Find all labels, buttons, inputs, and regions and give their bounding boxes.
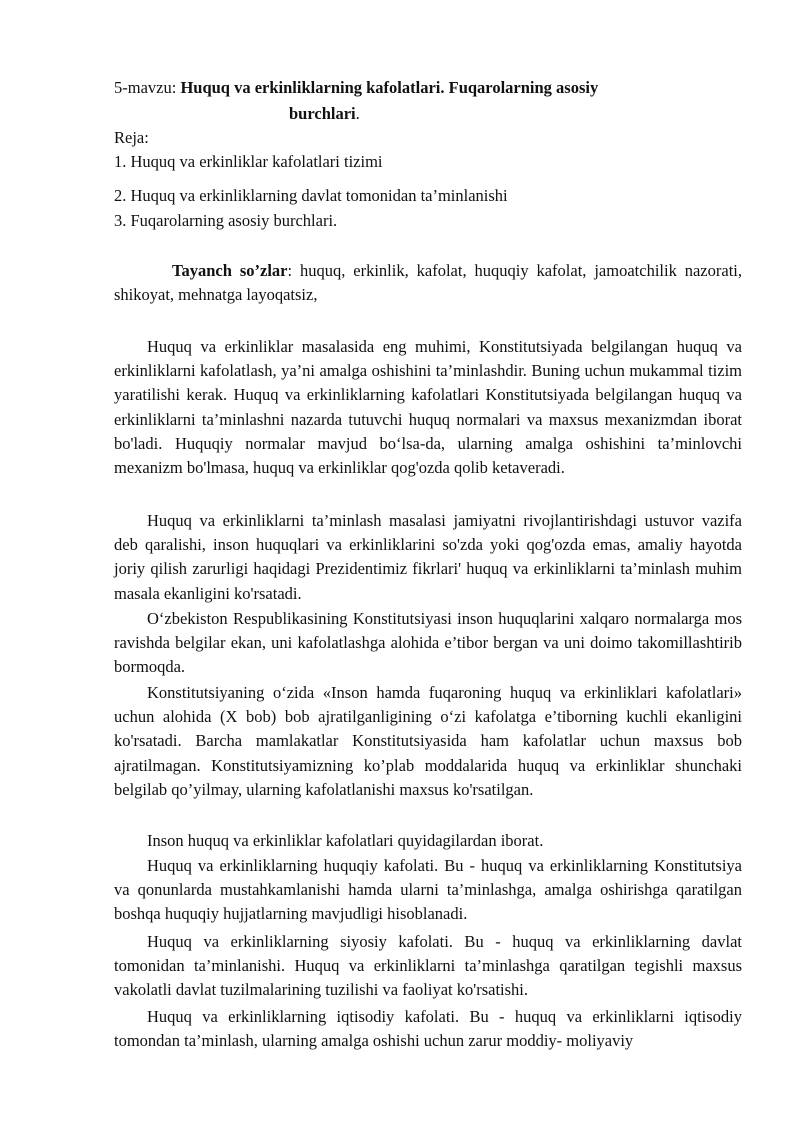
keywords-label: Tayanch so’zlar [172, 261, 288, 280]
keywords-text: : huquq, erkinlik, kafolat, huquqiy kafolat, jamoatchilik nazorati, shikoyat, mehnatga layoqatsiz, [114, 261, 742, 305]
plan-item-1: 1. Huquq va erkinliklar kafolatlari tizimi [114, 152, 383, 171]
topic-title-bold-2: burchlari [289, 104, 356, 123]
topic-title-line-1 [114, 77, 598, 99]
body-paragraph-5: Inson huquq va erkinliklar kafolatlari quyidagilardan iborat. [147, 831, 544, 850]
topic-title-bold: Huquq va erkinliklarning kafolatlari. Fuqarolarning asosiy [180, 78, 599, 97]
body-paragraph-7: Huquq va erkinliklarning siyosiy kafolati. Bu - huquq va erkinliklarning davlat tomonidan ta’minlanishi. Huquq va erkinliklarni ta’minlashga qaratilgan tegishli maxsus vakolatli davlat tuzilmalarining tuzilishi va faoliyat ko'rsatishi. [114, 932, 742, 1000]
topic-title-line-2 [289, 103, 360, 125]
body-paragraph-2: Huquq va erkinliklarni ta’minlash masalasi jamiyatni rivojlantirishdagi ustuvor vazifa deb qaralishi, inson huquqlari va erkinliklarini so'zda yoki qog'ozda emas, amaliy hayotda joriy qilish zarurligi haqidagi Prezidentimiz fikrlari' huquq va erkinliklarni ta’minlash muhim masala ekanligini ko'rsatadi. [114, 511, 742, 603]
body-paragraph-3: O‘zbekiston Respublikasining Konstitutsiyasi inson huquqlarini xalqaro normalarga mos ravishda belgilar ekan, uni kafolatlashga alohida e’tibor bergan va uni doimo takomillashtirib bormoqda. [114, 609, 742, 677]
body-paragraph-4: Konstitutsiyaning o‘zida «Inson hamda fuqaroning huquq va erkinliklari kafolatlari» uchun alohida (X bob) bob ajratilganligining o‘zi kafolatga e’tiborning kuchli ekanligini ko'rsatadi. Barcha mamlakatlar Konstitutsiyasida ham kafolatlar uchun maxsus bob ajratilmagan. Konstitutsiyamizning ko’plab moddalarida huquq va erkinliklar shunchaki belgilab qo’yilmay, ularning kafolatlanishi maxsus ko'rsatilgan. [114, 683, 742, 799]
topic-prefix: 5-mavzu: [114, 78, 181, 97]
plan-heading: Reja: [114, 128, 149, 147]
plan-item-3: 3. Fuqarolarning asosiy burchlari. [114, 211, 338, 230]
body-paragraph-1: Huquq va erkinliklar masalasida eng muhimi, Konstitutsiyada belgilangan huquq va erkinliklarni kafolatlash, ya’ni amalga oshishini ta’minlashdir. Buning uchun mukammal tizim yaratilishi kerak. Huquq va erkinliklarning kafolatlari Konstitutsiyada belgilangan huquq va erkinliklarni ta’minlashni nazarda tutuvchi huquq normalari va maxsus mexanizmdan iborat bo'ladi. Huquqiy normalar mavjud bo‘lsa-da, ularning amalga oshishini ta’minlovchi mexanizm bo'lmasa, huquq va erkinliklar qog'ozda qolib ketaveradi. [114, 337, 742, 478]
keywords-paragraph [114, 259, 742, 307]
body-paragraph-6: Huquq va erkinliklarning huquqiy kafolati. Bu - huquq va erkinliklarning Konstitutsiya va qonunlarda mustahkamlanishi hamda ularni ta’minlashga, amalga oshirishga qaratilgan boshqa huquqiy hujjatlarning mavjudligi hisoblanadi. [114, 856, 742, 924]
plan-item-2: 2. Huquq va erkinliklarning davlat tomonidan ta’minlanishi [114, 186, 508, 205]
body-paragraph-8: Huquq va erkinliklarning iqtisodiy kafolati. Bu - huquq va erkinliklarni iqtisodiy tomondan ta’minlash, ularning amalga oshishi uchun zarur moddiy- moliyaviy [114, 1007, 742, 1051]
topic-title-suffix: . [355, 104, 360, 123]
